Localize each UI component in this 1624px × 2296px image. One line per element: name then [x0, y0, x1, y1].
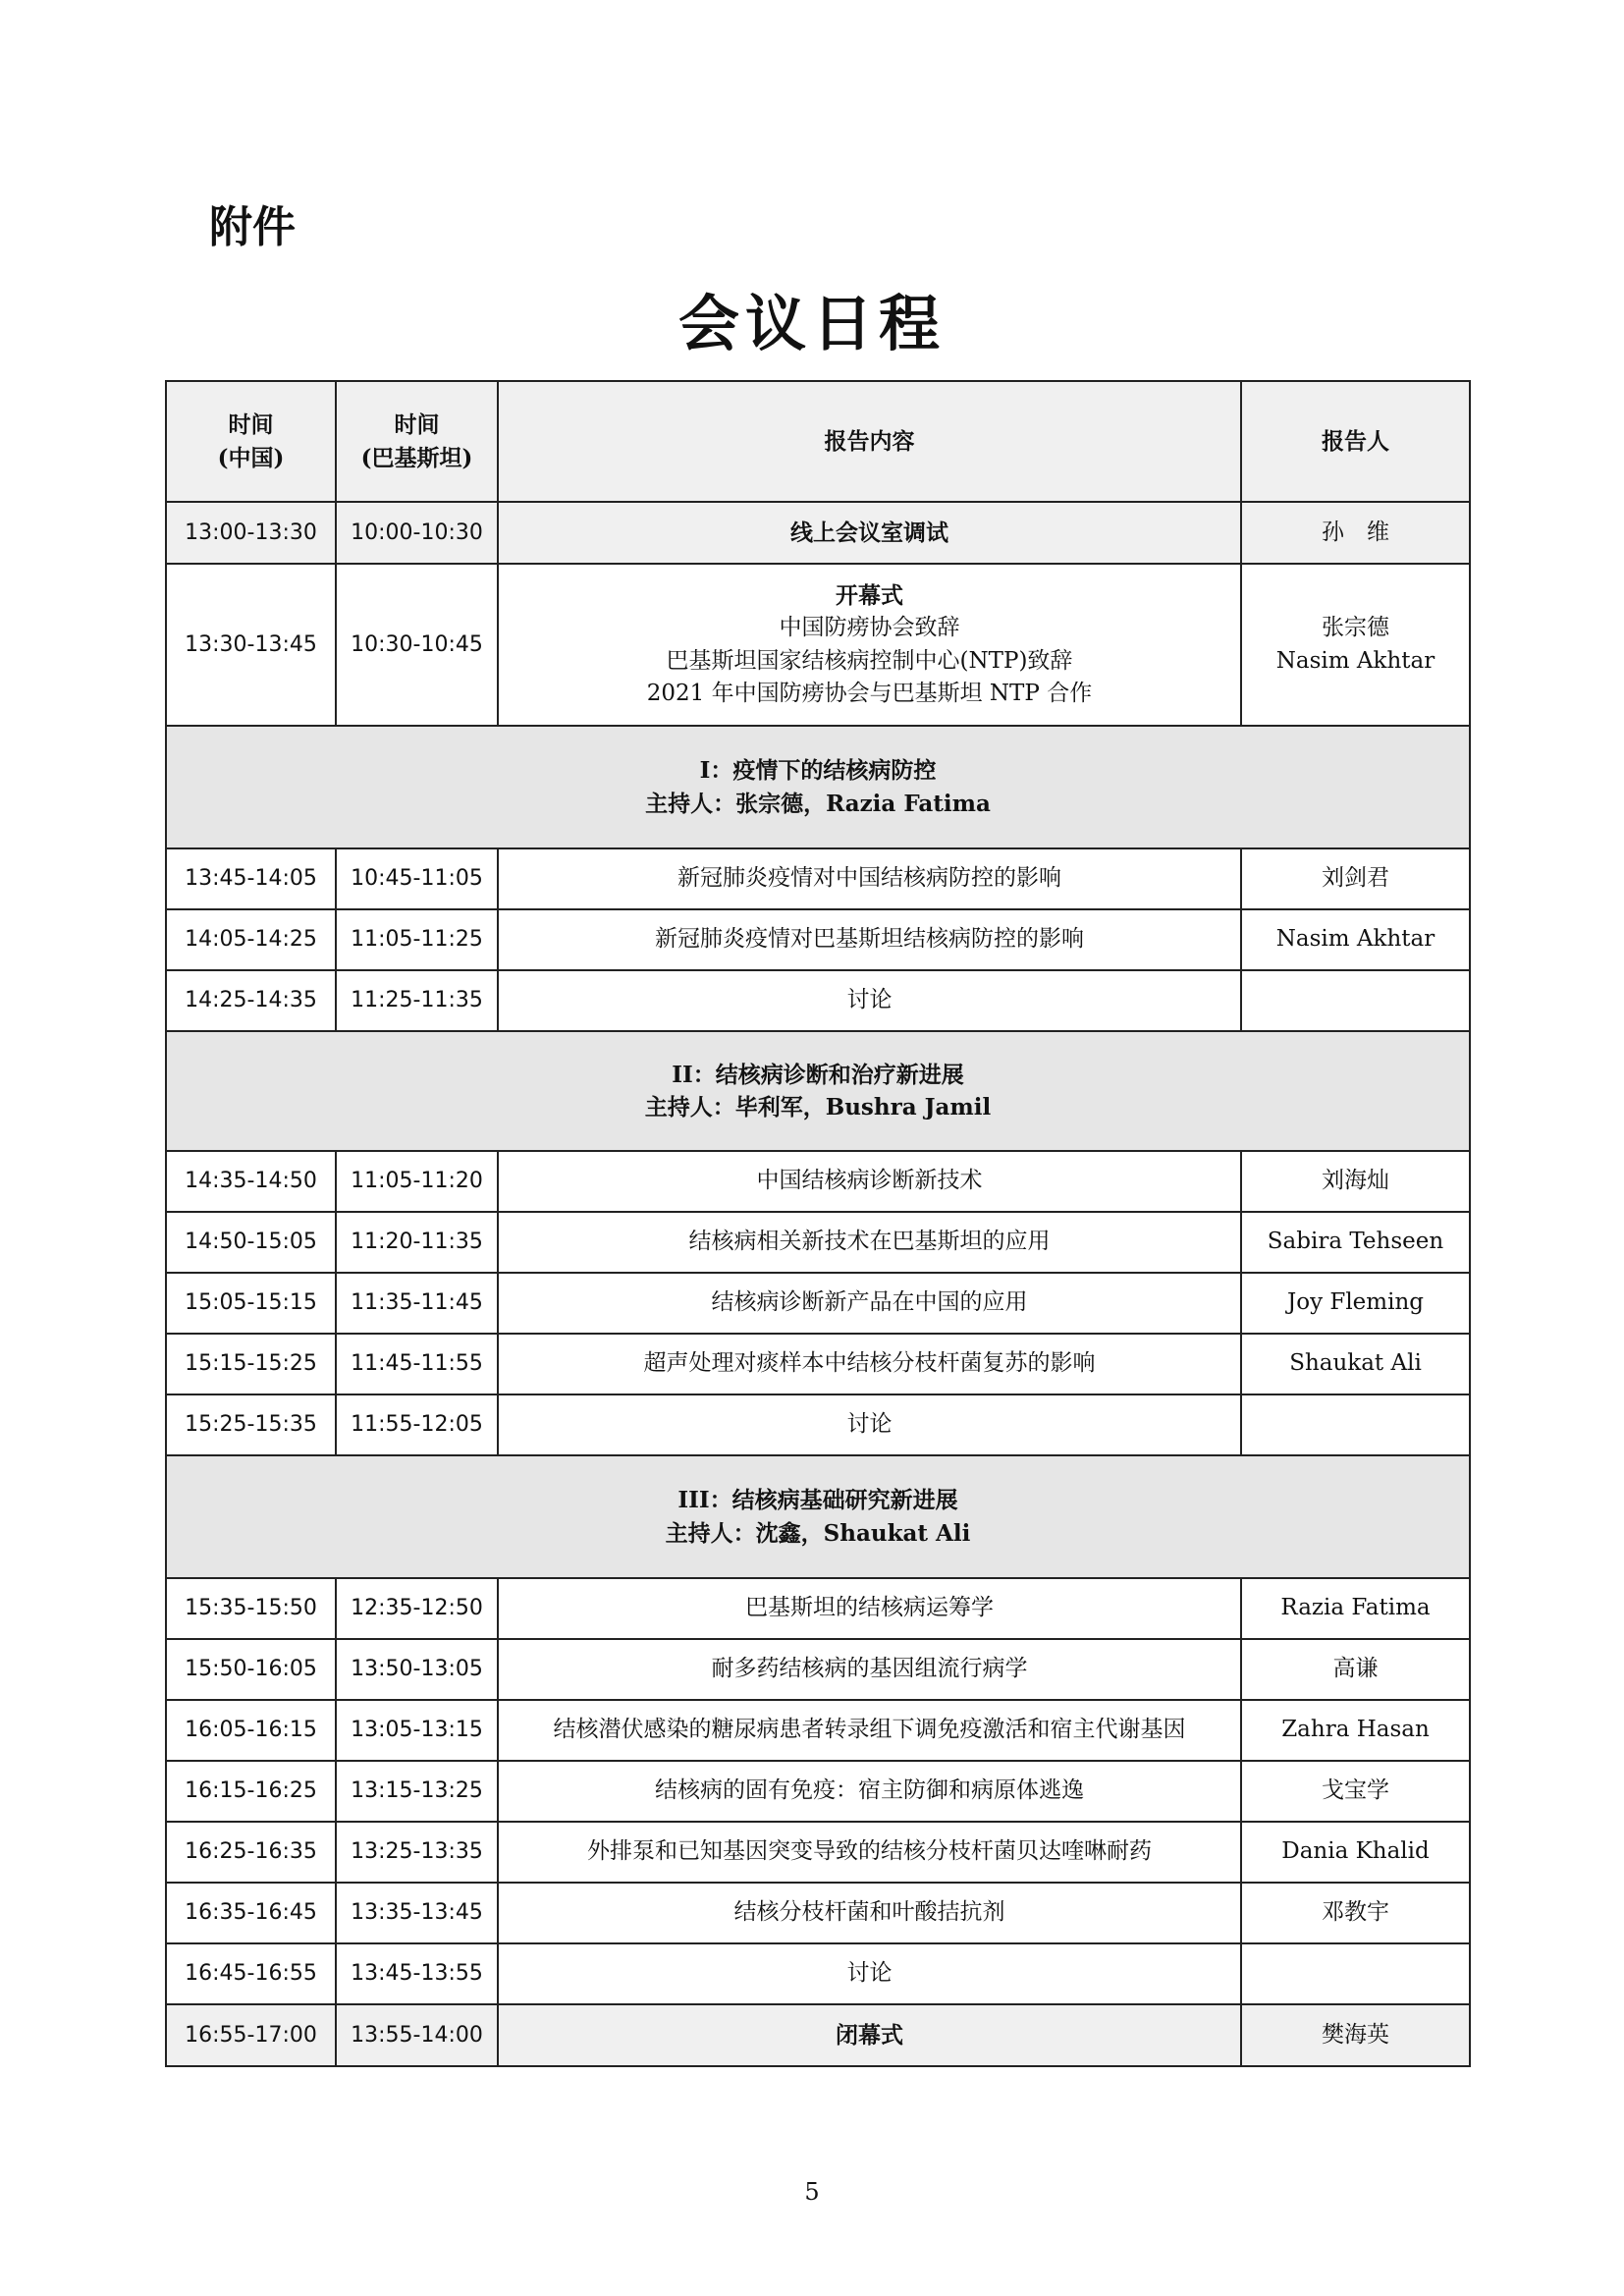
content-cell: 新冠肺炎疫情对中国结核病防控的影响	[498, 848, 1241, 909]
content-cell: 结核分枝杆菌和叶酸拮抗剂	[498, 1883, 1241, 1943]
content-cell: 超声处理对痰样本中结核分枝杆菌复苏的影响	[498, 1334, 1241, 1394]
time-china-cell: 15:15-15:25	[166, 1334, 336, 1394]
time-pakistan-cell: 11:55-12:05	[336, 1394, 498, 1455]
content-cell: 结核病的固有免疫：宿主防御和病原体逃逸	[498, 1761, 1241, 1822]
time-china-cell: 14:05-14:25	[166, 909, 336, 970]
speaker-cell: Nasim Akhtar	[1241, 909, 1470, 970]
content-cell: 讨论	[498, 970, 1241, 1031]
content-cell: 新冠肺炎疫情对巴基斯坦结核病防控的影响	[498, 909, 1241, 970]
table-row	[166, 848, 1470, 909]
content-cell: 外排泵和已知基因突变导致的结核分枝杆菌贝达喹啉耐药	[498, 1822, 1241, 1883]
header-content: 报告内容	[498, 381, 1241, 502]
content-cell: 耐多药结核病的基因组流行病学	[498, 1639, 1241, 1700]
table-row	[166, 1943, 1470, 2004]
speaker-cell: 刘剑君	[1241, 848, 1470, 909]
table-row	[166, 1578, 1470, 1639]
table-row	[166, 1334, 1470, 1394]
table-row	[166, 970, 1470, 1031]
time-pakistan-cell: 11:05-11:25	[336, 909, 498, 970]
speaker-cell: Dania Khalid	[1241, 1822, 1470, 1883]
time-china-cell: 13:30-13:45	[166, 564, 336, 726]
time-pakistan-cell: 13:50-13:05	[336, 1639, 498, 1700]
time-china-cell: 14:25-14:35	[166, 970, 336, 1031]
time-china-cell: 15:50-16:05	[166, 1639, 336, 1700]
schedule-table	[165, 380, 1471, 2067]
time-pakistan-cell: 10:00-10:30	[336, 502, 498, 564]
speaker-cell: 张宗德 Nasim Akhtar	[1241, 564, 1470, 726]
time-pakistan-cell: 13:35-13:45	[336, 1883, 498, 1943]
document-title: 会议日程	[677, 288, 946, 359]
content-cell: 结核潜伏感染的糖尿病患者转录组下调免疫激活和宿主代谢基因	[498, 1700, 1241, 1761]
time-china-cell: 16:15-16:25	[166, 1761, 336, 1822]
time-china-cell: 16:55-17:00	[166, 2004, 336, 2066]
table-row	[166, 1639, 1470, 1700]
time-pakistan-cell: 11:05-11:20	[336, 1151, 498, 1212]
time-pakistan-cell: 10:45-11:05	[336, 848, 498, 909]
time-pakistan-cell: 12:35-12:50	[336, 1578, 498, 1639]
speaker-cell: Joy Fleming	[1241, 1273, 1470, 1334]
speaker-cell: 孙 维	[1241, 502, 1470, 564]
time-pakistan-cell: 10:30-10:45	[336, 564, 498, 726]
content-cell: 开幕式 中国防痨协会致辞 巴基斯坦国家结核病控制中心(NTP)致辞 2021 年中国防痨协会与巴基斯坦 NTP 合作	[498, 564, 1241, 726]
table-row	[166, 2004, 1470, 2066]
time-china-cell: 14:50-15:05	[166, 1212, 336, 1273]
speaker-cell	[1241, 1394, 1470, 1455]
header-time-china: 时间 (中国)	[166, 381, 336, 502]
time-china-cell: 13:00-13:30	[166, 502, 336, 564]
header-speaker: 报告人	[1241, 381, 1470, 502]
table-row	[166, 502, 1470, 564]
section-title: III：结核病基础研究新进展 主持人：沈鑫，Shaukat Ali	[166, 1455, 1470, 1578]
table-row	[166, 1761, 1470, 1822]
table-row	[166, 909, 1470, 970]
table-row	[166, 564, 1470, 726]
speaker-cell: Zahra Hasan	[1241, 1700, 1470, 1761]
time-china-cell: 16:35-16:45	[166, 1883, 336, 1943]
content-cell: 结核病相关新技术在巴基斯坦的应用	[498, 1212, 1241, 1273]
time-china-cell: 16:45-16:55	[166, 1943, 336, 2004]
section-title: I：疫情下的结核病防控 主持人：张宗德，Razia Fatima	[166, 726, 1470, 848]
time-china-cell: 15:35-15:50	[166, 1578, 336, 1639]
table-row	[166, 1394, 1470, 1455]
attachment-label: 附件	[209, 202, 296, 252]
time-china-cell: 16:05-16:15	[166, 1700, 336, 1761]
time-china-cell: 15:05-15:15	[166, 1273, 336, 1334]
time-pakistan-cell: 11:35-11:45	[336, 1273, 498, 1334]
speaker-cell	[1241, 970, 1470, 1031]
time-pakistan-cell: 13:55-14:00	[336, 2004, 498, 2066]
speaker-cell	[1241, 1943, 1470, 2004]
time-pakistan-cell: 13:45-13:55	[336, 1943, 498, 2004]
section-header-row	[166, 726, 1470, 848]
time-china-cell: 13:45-14:05	[166, 848, 336, 909]
section-title: II：结核病诊断和治疗新进展 主持人：毕利军，Bushra Jamil	[166, 1031, 1470, 1151]
table-row	[166, 1212, 1470, 1273]
time-pakistan-cell: 11:25-11:35	[336, 970, 498, 1031]
speaker-cell: 樊海英	[1241, 2004, 1470, 2066]
time-pakistan-cell: 11:20-11:35	[336, 1212, 498, 1273]
table-row	[166, 1700, 1470, 1761]
time-pakistan-cell: 13:25-13:35	[336, 1822, 498, 1883]
content-cell: 讨论	[498, 1394, 1241, 1455]
time-pakistan-cell: 11:45-11:55	[336, 1334, 498, 1394]
section-header-row	[166, 1031, 1470, 1151]
content-cell: 讨论	[498, 1943, 1241, 2004]
speaker-cell: 邓教宇	[1241, 1883, 1470, 1943]
speaker-cell: Shaukat Ali	[1241, 1334, 1470, 1394]
time-pakistan-cell: 13:15-13:25	[336, 1761, 498, 1822]
content-cell: 线上会议室调试	[498, 502, 1241, 564]
table-header-row	[166, 381, 1470, 502]
speaker-cell: 戈宝学	[1241, 1761, 1470, 1822]
speaker-cell: 刘海灿	[1241, 1151, 1470, 1212]
schedule-body	[166, 502, 1470, 2066]
content-cell: 中国结核病诊断新技术	[498, 1151, 1241, 1212]
time-china-cell: 14:35-14:50	[166, 1151, 336, 1212]
section-header-row	[166, 1455, 1470, 1578]
header-time-pakistan: 时间 (巴基斯坦)	[336, 381, 498, 502]
table-row	[166, 1822, 1470, 1883]
content-cell: 闭幕式	[498, 2004, 1241, 2066]
page-number: 5	[804, 2178, 820, 2206]
speaker-cell: Razia Fatima	[1241, 1578, 1470, 1639]
table-row	[166, 1883, 1470, 1943]
speaker-cell: Sabira Tehseen	[1241, 1212, 1470, 1273]
speaker-cell: 高谦	[1241, 1639, 1470, 1700]
time-china-cell: 15:25-15:35	[166, 1394, 336, 1455]
table-row	[166, 1273, 1470, 1334]
time-pakistan-cell: 13:05-13:15	[336, 1700, 498, 1761]
content-cell: 巴基斯坦的结核病运筹学	[498, 1578, 1241, 1639]
table-row	[166, 1151, 1470, 1212]
time-china-cell: 16:25-16:35	[166, 1822, 336, 1883]
content-cell: 结核病诊断新产品在中国的应用	[498, 1273, 1241, 1334]
